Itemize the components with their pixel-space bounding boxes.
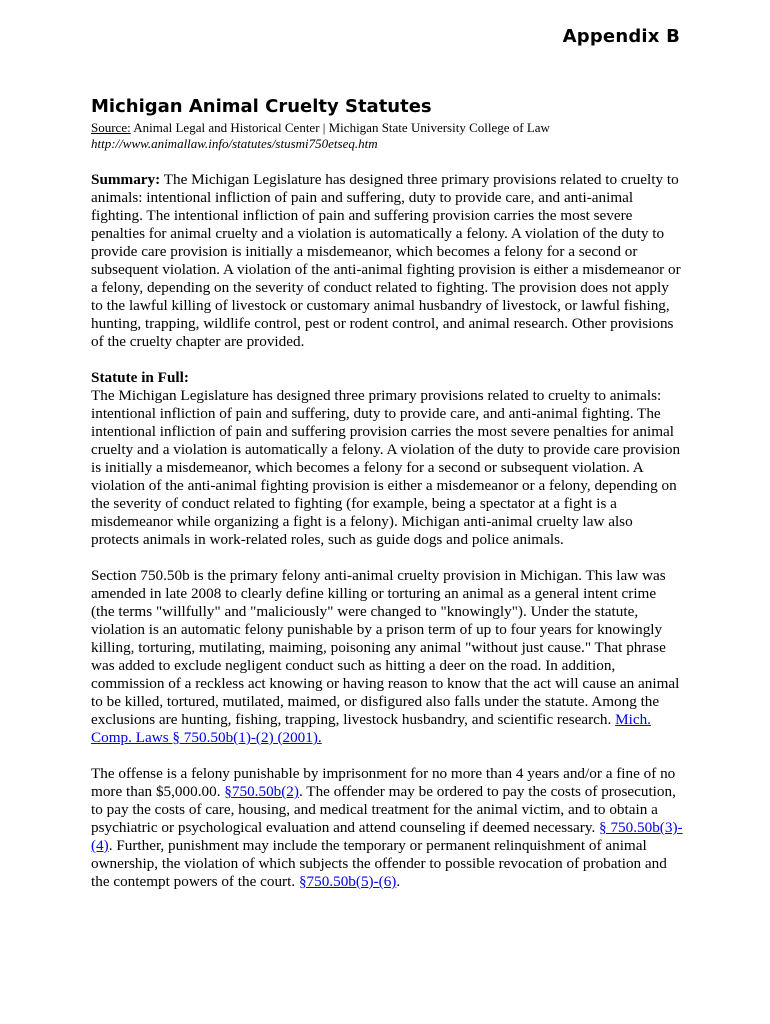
paragraph-3-text-c: . Further, punishment may include the temporary or permanent relinquishment of animal ownership, the violation of which subjects the offender to possible revocation of probation and the contempt powers of the court. (91, 837, 667, 890)
source-line (91, 120, 683, 136)
citation-link-750-50b-3-4[interactable]: § 750.50b(3)-(4) (91, 819, 683, 854)
citation-link-mich-comp-laws[interactable]: Mich. Comp. Laws § 750.50b(1)-(2) (2001). (91, 711, 651, 746)
citation-link-750-50b-2[interactable]: §750.50b(2) (224, 783, 299, 800)
statute-paragraph-3 (91, 765, 683, 891)
statute-paragraph-1: The Michigan Legislature has designed three primary provisions related to cruelty to animals: intentional infliction of pain and suffering, duty to provide care, and anti-animal fighting. The intentional infliction of pain and suffering provision carries the most severe penalties for animal cruelty and a violation is automatically a felony. A violation of the duty to provide care provision is initially a misdemeanor, which becomes a felony for a second or subsequent violation. A violation of the anti-animal fighting provision is either a misdemeanor or a felony, depending on the severity of conduct related to fighting (for example, being a spectator at a fight is a misdemeanor while organizing a fight is a felony). Michigan anti-animal cruelty law also protects animals in work-related roles, such as guide dogs and police animals. (91, 387, 681, 548)
statute-heading: Statute in Full: (91, 369, 189, 386)
source-label: Source: (91, 120, 131, 135)
page-title: Michigan Animal Cruelty Statutes (91, 96, 432, 117)
statute-paragraph-2 (91, 567, 683, 747)
summary-text: The Michigan Legislature has designed three primary provisions related to cruelty to animals: intentional infliction of pain and suffering, duty to provide care, and anti-animal fighting. The intentional infliction of pain and suffering provision carries the most severe penalties for animal cruelty and a violation is automatically a felony. A violation of the duty to provide care provision is initially a misdemeanor, which becomes a felony for a second or subsequent violation. A violation of the anti-animal fighting provision is either a misdemeanor or a felony, depending on the severity of conduct related to fighting. The provision does not apply to the lawful killing of livestock or customary animal husbandry of livestock, or lawful fishing, hunting, trapping, wildlife control, pest or rodent control, and animal research. Other provisions of the cruelty chapter are provided. (91, 171, 681, 350)
paragraph-3-text-b: . The offender may be ordered to pay the costs of prosecution, to pay the costs of care, housing, and medical treatment for the animal victim, and to obtain a psychiatric or psychological evaluation and attend counseling if deemed necessary. (91, 783, 676, 836)
document-body (91, 96, 683, 891)
paragraph-2-text: Section 750.50b is the primary felony anti-animal cruelty provision in Michigan. This law was amended in late 2008 to clearly define killing or torturing an animal as a general intent crime (the terms "willfully" and "maliciously" were changed to "knowingly"). Under the statute, violation is an automatic felony punishable by a prison term of up to four years for knowingly killing, torturing, mutilating, maiming, poisoning any animal "without just cause." That phrase was added to exclude negligent conduct such as hitting a deer on the road. In addition, commission of a reckless act knowing or having reason to know that the act will cause an animal to be killed, tortured, mutilated, maimed, or disfigured also falls under the statute. Among the exclusions are hunting, fishing, trapping, livestock husbandry, and scientific research. (91, 567, 680, 728)
citation-link-750-50b-5-6[interactable]: §750.50b(5)-(6) (298, 873, 397, 890)
paragraph-3-text-d: . (396, 873, 401, 890)
summary-paragraph (91, 171, 683, 351)
appendix-label: Appendix B (562, 26, 680, 47)
source-url: http://www.animallaw.info/statutes/stusmi750etseq.htm (91, 136, 378, 151)
source-text: Animal Legal and Historical Center | Michigan State University College of Law (130, 120, 550, 135)
paragraph-3-text-a: The offense is a felony punishable by imprisonment for no more than 4 years and/or a fine of no more than $5,000.00. (91, 765, 676, 800)
summary-label: Summary: (91, 171, 161, 188)
